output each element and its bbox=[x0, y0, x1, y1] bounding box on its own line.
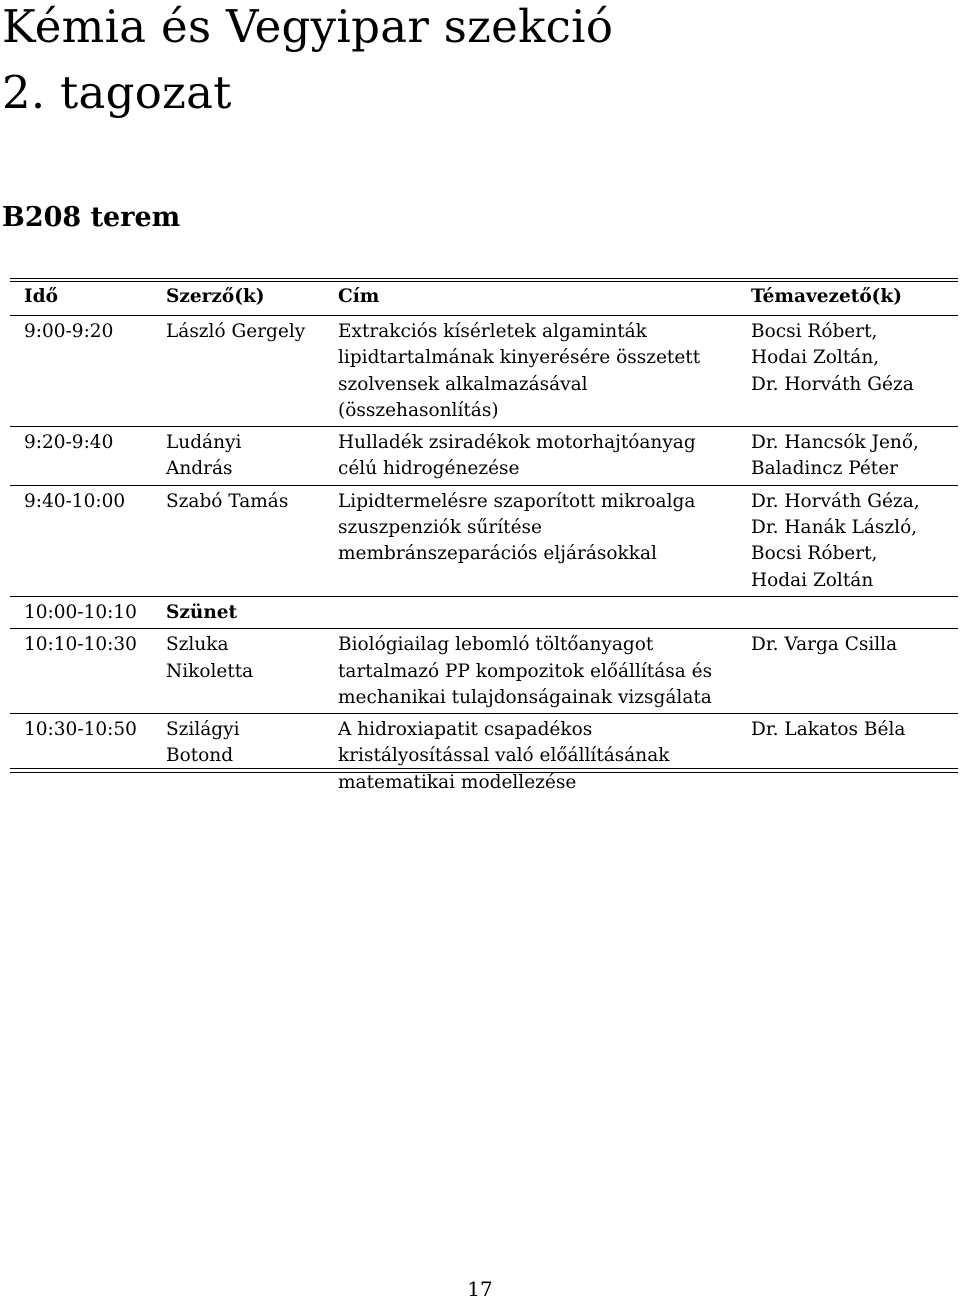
author-cell bbox=[166, 714, 338, 798]
title-line: Lipidtermelésre szaporított mikroalga bbox=[338, 490, 696, 512]
author-cell bbox=[166, 316, 338, 427]
title-cell bbox=[338, 629, 751, 714]
supervisor-line: Baladincz Péter bbox=[751, 458, 899, 480]
supervisor-line: Dr. Hanák László, bbox=[751, 517, 918, 539]
table-row bbox=[10, 629, 958, 714]
title-line: membránszeparációs eljárásokkal bbox=[338, 543, 657, 565]
table-top-rule-inner bbox=[10, 281, 958, 282]
title-line: kristályosítással való előállításának bbox=[338, 745, 670, 767]
supervisor-line: Dr. Hancsók Jenő, bbox=[751, 432, 919, 454]
title-line: Biológiailag lebomló töltőanyagot bbox=[338, 634, 654, 656]
table-row bbox=[10, 485, 958, 596]
supervisor-line: Hodai Zoltán, bbox=[751, 347, 880, 369]
table-top-rule bbox=[10, 278, 958, 279]
time-cell: 9:00-9:20 bbox=[10, 316, 166, 427]
schedule-rows bbox=[10, 316, 958, 799]
page-number: 17 bbox=[467, 1277, 493, 1301]
author-line: András bbox=[166, 458, 233, 480]
title-line: szolvensek alkalmazásával bbox=[338, 373, 588, 395]
title-line: (összehasonlítás) bbox=[338, 399, 499, 421]
supervisor-line: Dr. Varga Csilla bbox=[751, 634, 898, 656]
table-bottom-rule bbox=[10, 768, 958, 769]
section-title bbox=[2, 0, 613, 126]
time-cell: 10:30-10:50 bbox=[10, 714, 166, 798]
header-time: Idő bbox=[24, 286, 58, 307]
time-cell: 9:40-10:00 bbox=[10, 485, 166, 596]
table-row bbox=[10, 596, 958, 628]
title-cell bbox=[338, 427, 751, 486]
author-cell bbox=[166, 485, 338, 596]
table-row bbox=[10, 714, 958, 798]
supervisor-cell bbox=[751, 316, 958, 427]
supervisor-line: Bocsi Róbert, bbox=[751, 321, 878, 342]
supervisor-cell bbox=[751, 485, 958, 596]
table-row bbox=[10, 427, 958, 486]
header-author: Szerző(k) bbox=[166, 286, 265, 307]
author-line: Szluka bbox=[166, 634, 229, 656]
table-bottom-rule-inner bbox=[10, 772, 958, 773]
title-cell bbox=[338, 596, 751, 628]
supervisor-cell bbox=[751, 427, 958, 486]
supervisor-cell bbox=[751, 629, 958, 714]
author-cell bbox=[166, 596, 338, 628]
header-supervisor: Témavezető(k) bbox=[751, 286, 902, 307]
title-line: Extrakciós kísérletek algaminták bbox=[338, 321, 647, 342]
author-line: Ludányi bbox=[166, 432, 242, 454]
author-line: Nikoletta bbox=[166, 660, 254, 682]
author-line: Szilágyi bbox=[166, 719, 240, 741]
title-line: célú hidrogénezése bbox=[338, 458, 520, 480]
title-cell bbox=[338, 485, 751, 596]
supervisor-line: Hodai Zoltán bbox=[751, 569, 874, 591]
title-line: lipidtartalmának kinyerésére összetett bbox=[338, 347, 701, 369]
table-header-row bbox=[10, 283, 958, 316]
header-title: Cím bbox=[338, 286, 380, 307]
author-line: Szünet bbox=[166, 601, 238, 623]
title-line: Hulladék zsiradékok motorhajtóanyag bbox=[338, 432, 696, 454]
supervisor-cell bbox=[751, 596, 958, 628]
supervisor-line: Dr. Horváth Géza, bbox=[751, 490, 920, 512]
author-line: Botond bbox=[166, 745, 234, 767]
time-cell: 10:00-10:10 bbox=[10, 596, 166, 628]
supervisor-line: Dr. Horváth Géza bbox=[751, 373, 914, 395]
title-cell bbox=[338, 714, 751, 798]
author-cell bbox=[166, 629, 338, 714]
title-line: mechanikai tulajdonságainak vizsgálata bbox=[338, 686, 712, 708]
title-cell bbox=[338, 316, 751, 427]
time-cell: 10:10-10:30 bbox=[10, 629, 166, 714]
author-line: Szabó Tamás bbox=[166, 490, 289, 512]
time-cell: 9:20-9:40 bbox=[10, 427, 166, 486]
title-line: matematikai modellezése bbox=[338, 771, 577, 793]
room-label: B208 terem bbox=[2, 202, 181, 233]
schedule-table bbox=[10, 283, 958, 798]
section-title-line-2: 2. tagozat bbox=[2, 66, 232, 119]
supervisor-line: Bocsi Róbert, bbox=[751, 543, 878, 565]
title-line: tartalmazó PP kompozitok előállítása és bbox=[338, 660, 713, 682]
supervisor-line: Dr. Lakatos Béla bbox=[751, 719, 906, 741]
section-title-line-1: Kémia és Vegyipar szekció bbox=[2, 0, 614, 53]
supervisor-cell bbox=[751, 714, 958, 798]
title-line: A hidroxiapatit csapadékos bbox=[338, 719, 593, 741]
author-line: László Gergely bbox=[166, 321, 306, 342]
table-row bbox=[10, 316, 958, 427]
title-line: szuszpenziók sűrítése bbox=[338, 517, 542, 539]
author-cell bbox=[166, 427, 338, 486]
